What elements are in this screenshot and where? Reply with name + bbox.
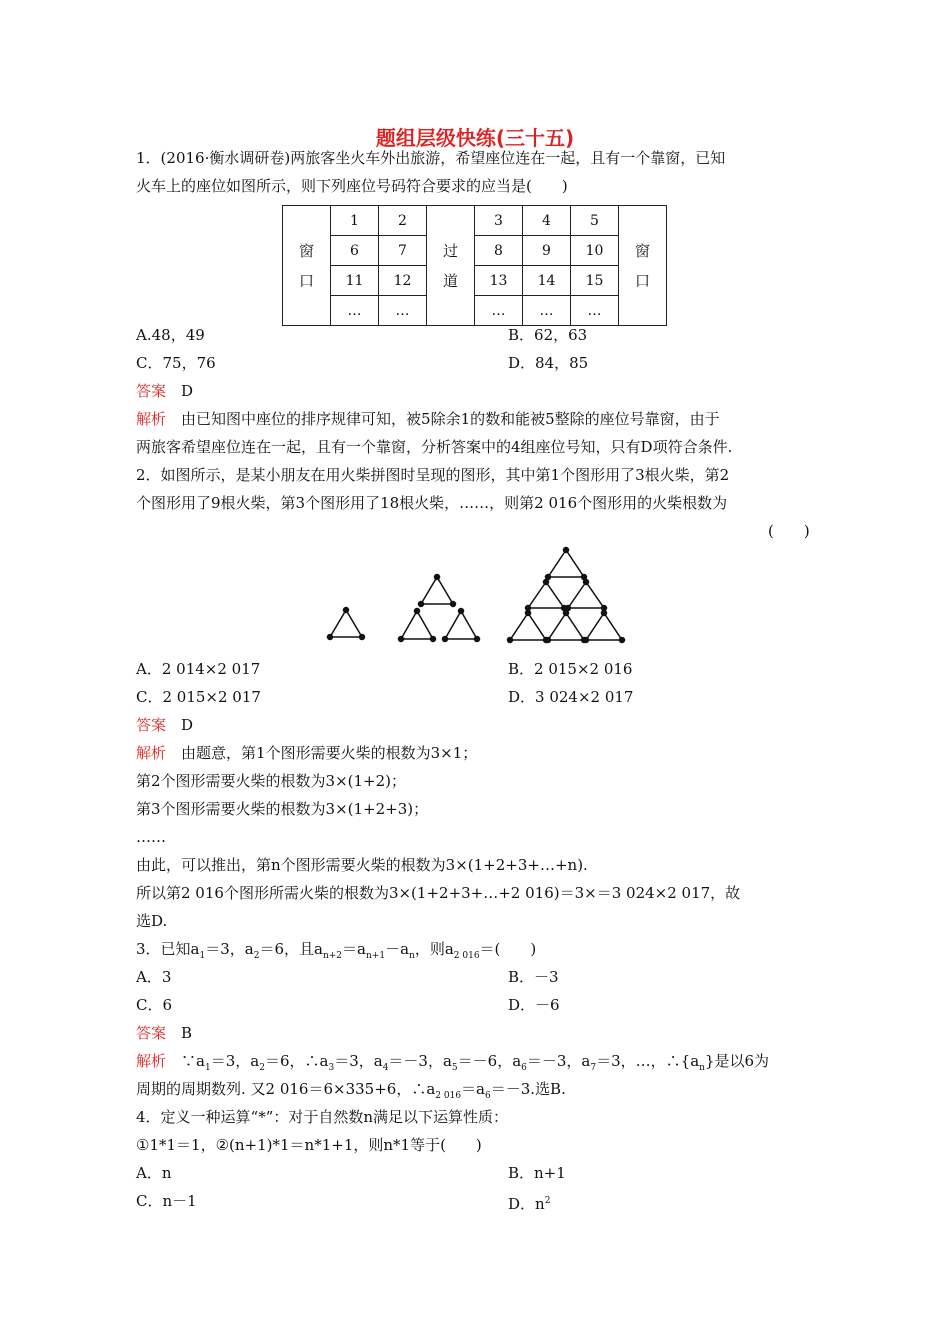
q2-option-b: B．2 015×2 016 (508, 660, 633, 678)
seat-cell: 4 (523, 206, 571, 236)
seat-cell: 3 (475, 206, 523, 236)
q2-option-a: A．2 014×2 017 (136, 660, 261, 678)
q1-analysis-line1: 解析 由已知图中座位的排序规律可知，被5除余1的数和能被5整除的座位号靠窗，由于 (136, 410, 720, 428)
seat-cell: … (331, 296, 379, 326)
q2-answer-paren: ( ) (768, 522, 810, 540)
page-title: 题组层级快练(三十五) (375, 126, 575, 150)
seat-cell: 2 (379, 206, 427, 236)
q3-stem: 3．已知$a_1=3$，$a_2=6$，且$a_{n+2}=a_{n+1}-a_n$，则$a_{2 016}=$( ) (136, 940, 537, 961)
q1-option-d: D．84，85 (508, 354, 589, 372)
seat-cell: 9 (523, 236, 571, 266)
figure-2 (399, 575, 480, 642)
seat-table (282, 205, 667, 326)
figure-3 (508, 548, 625, 643)
seat-cell: 15 (571, 266, 619, 296)
q2-analysis-line4: …… (136, 828, 166, 846)
q1-stem-line1: 1．(2016·衡水调研卷)两旅客坐火车外出旅游，希望座位连在一起，且有一个靠窗，已知 (136, 149, 726, 167)
seat-cell: 12 (379, 266, 427, 296)
seat-cell: 13 (475, 266, 523, 296)
q1-stem-line2: 火车上的座位如图所示，则下列座位号码符合要求的应当是( ) (136, 177, 568, 195)
q1-option-a: A.48，49 (136, 326, 205, 344)
q3-option-d: D．－6 (508, 996, 560, 1014)
aisle: 过 道 (427, 206, 475, 326)
q2-analysis-line5: 由此，可以推出，第n个图形需要火柴的根数为3×(1+2+3+…+n). (136, 856, 588, 874)
seat-cell: … (379, 296, 427, 326)
q4-option-b: B．n+1 (508, 1164, 566, 1182)
q2-stem-line1: 2．如图所示，是某小朋友在用火柴拼图时呈现的图形，其中第1个图形用了3根火柴，第2 (136, 466, 730, 484)
q4-option-d: D．$n^2$ (508, 1195, 551, 1213)
seat-cell: … (523, 296, 571, 326)
q2-answer: 答案 D (136, 716, 194, 734)
seat-cell: … (475, 296, 523, 326)
matchstick-figures (320, 545, 630, 650)
q4-option-c: C．n－1 (136, 1192, 197, 1210)
q4-option-a: A．n (136, 1164, 172, 1182)
seat-cell: 6 (331, 236, 379, 266)
seat-cell: 14 (523, 266, 571, 296)
q1-option-b: B．62，63 (508, 326, 588, 344)
seat-cell: 8 (475, 236, 523, 266)
q4-stem-line2: ①1*1＝1，②(n+1)*1＝n*1+1，则n*1等于( ) (136, 1136, 482, 1154)
q2-analysis-line6: 所以第2 016个图形所需火柴的根数为3×(1+2+3+…+2 016)＝3×＝3 024×2 017，故 (136, 884, 741, 902)
q1-answer: 答案 D (136, 382, 194, 400)
seat-cell: … (571, 296, 619, 326)
seat-cell: 11 (331, 266, 379, 296)
q1-analysis-line2: 两旅客希望座位连在一起，且有一个靠窗，分析答案中的4组座位号知，只有D项符合条件. (136, 438, 733, 456)
q2-analysis-line7: 选D. (136, 912, 168, 930)
q3-analysis-line2: 周期的周期数列. 又2 016＝6×335+6，$\therefore a_{2 016}=a_6=-3$.选B. (136, 1080, 566, 1101)
seat-cell: 1 (331, 206, 379, 236)
q1-option-c: C．75，76 (136, 354, 216, 372)
q3-option-a: A．3 (136, 968, 172, 986)
seat-cell: 5 (571, 206, 619, 236)
q4-stem-line1: 4．定义一种运算“*”：对于自然数n满足以下运算性质： (136, 1108, 509, 1126)
seat-cell: 7 (379, 236, 427, 266)
q2-analysis-line2: 第2个图形需要火柴的根数为3×(1+2)； (136, 772, 407, 790)
q3-analysis-line1: 解析 $\because a_1=3$，$a_2=6$，$\therefore a_3=3$，$a_4=-3$，$a_5=-6$，$a_6=-3$，$a_7=3$，…，$\therefore\{a_n\}$是以6为 (136, 1052, 770, 1073)
q2-analysis-line1: 解析 由题意，第1个图形需要火柴的根数为3×1； (136, 744, 478, 762)
seat-cell: 10 (571, 236, 619, 266)
q3-answer: 答案 B (136, 1024, 193, 1042)
q2-stem-line2: 个图形用了9根火柴，第3个图形用了18根火柴，……，则第2 016个图形用的火柴根数为 (136, 494, 728, 512)
q3-option-c: C．6 (136, 996, 173, 1014)
window-right: 窗 口 (619, 206, 667, 326)
q2-analysis-line3: 第3个图形需要火柴的根数为3×(1+2+3)； (136, 800, 429, 818)
window-left: 窗 口 (283, 206, 331, 326)
q3-option-b: B．－3 (508, 968, 559, 986)
q2-option-c: C．2 015×2 017 (136, 688, 261, 706)
q2-option-d: D．3 024×2 017 (508, 688, 634, 706)
figure-1 (328, 608, 365, 640)
